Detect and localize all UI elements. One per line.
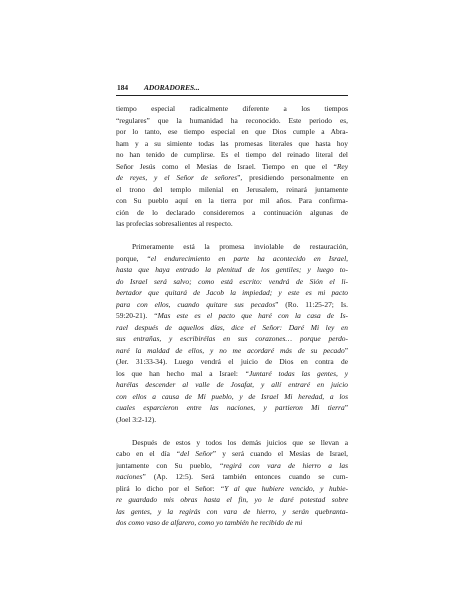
text-line — [116, 172, 348, 184]
text-line — [116, 138, 348, 150]
body-text: juntamente con Su pueblo, — [116, 460, 220, 470]
page-number: 184 — [117, 83, 129, 92]
body-text: ” y será cuando el Mesías de Israel, — [212, 449, 348, 458]
text-line — [116, 115, 348, 127]
italic-text: “Y al que hubiere vencido, y hubie- — [220, 483, 348, 493]
text-line — [116, 149, 348, 161]
body-text: Después de estos y todos los demás juicios que se llevan a — [132, 437, 348, 447]
text-line — [116, 299, 348, 311]
text-line — [116, 517, 348, 529]
text-line — [116, 333, 348, 345]
body-text: ” — [344, 345, 348, 355]
italic-text: naré la maldad de ellos, y no me acordaré más de su pecado — [116, 345, 345, 355]
paragraph-gap — [116, 230, 348, 242]
text-line — [116, 322, 348, 334]
body-text: los que han hecho mal a Israel: — [116, 368, 245, 378]
body-text: porque, — [116, 253, 147, 263]
italic-text: “el endurecimiento en parte ha acontecido en Israel, — [146, 253, 348, 263]
body-text: ” (Ap. 12:5). Será también entonces cuando se cum- — [142, 472, 348, 481]
italic-text: “del Señor — [176, 449, 213, 458]
body-text: “regulares” que la humanidad ha reconocido. Este periodo es, — [116, 115, 348, 125]
text-line — [116, 184, 348, 196]
italic-text: harélas descender al valle de Josafat, y allí entraré en juicio — [116, 380, 348, 389]
body-text: (Jer. 31:33-34). Luego vendrá el juicio de Dios en contra de — [116, 357, 348, 366]
text-line — [116, 161, 348, 173]
italic-text: dos como vaso de alfarero, como yo también he recibido de mi — [116, 518, 303, 527]
italic-text: Rey — [336, 161, 348, 171]
body-text: ham y a su simiente todas las promesas literales que hasta hoy — [116, 138, 348, 148]
italic-text: para con ellos, cuando quitare sus pecados — [116, 299, 276, 309]
italic-text: “regirá con vara de hierro a las — [219, 460, 348, 470]
italic-text: con ellos a causa de Mi pueblo, y de Israel Mi heredad, a los — [116, 391, 348, 401]
body-text: Primeramente está la promesa inviolable de restauración, — [132, 242, 348, 251]
italic-text: hasta que haya entrado la plenitud de los gentiles; y luego to- — [116, 265, 348, 274]
text-line — [116, 506, 348, 518]
text-line — [116, 437, 348, 449]
italic-text: de reyes, y el Señor de señores — [116, 173, 238, 182]
text-line — [116, 448, 348, 460]
body-text: ” — [344, 403, 348, 412]
body-text: plirá lo dicho por el Señor: — [116, 483, 221, 493]
text-line — [116, 356, 348, 368]
text-line — [116, 310, 348, 322]
text-line — [116, 368, 348, 380]
italic-text: “Mas este es el pacto que haré con la casa de Is- — [153, 311, 348, 320]
body-text: cabo en el día — [116, 449, 177, 458]
italic-text: las gentes, y la regirás con vara de hierro, y serán quebranta- — [116, 506, 348, 516]
body-text: ”, presidiendo personalmente en — [237, 173, 348, 182]
running-title: ADORADORES... — [144, 83, 200, 92]
text-line — [116, 241, 348, 253]
body-text: tiempo especial radicalmente diferente a los tiempos — [116, 104, 348, 113]
text-line — [116, 264, 348, 276]
italic-text: cuales esparcieron entre las naciones, y partieron Mi tierra — [116, 403, 345, 412]
paragraph-gap — [116, 425, 348, 437]
body-text: 59:20-21). — [116, 311, 154, 320]
text-line — [116, 494, 348, 506]
body-text: por lo tanto, ese tiempo especial en que Dios cumple a Abra- — [116, 127, 348, 136]
italic-text: rael después de aquellos días, dice el Señor: Daré Mi ley en — [116, 322, 348, 332]
text-line — [116, 195, 348, 207]
italic-text: re guardado mis obras hasta el fin, yo le daré potestad sobre — [116, 495, 348, 504]
italic-text: bertador que quitará de Jacob la impiedad; y este es mi pacto — [116, 288, 348, 297]
body-text: las profecías sobresalientes al respecto. — [116, 219, 233, 228]
text-line — [116, 391, 348, 403]
text-line — [116, 218, 348, 230]
italic-text: do Israel será salvo; como está escrito: vendrá de Sión el li- — [116, 276, 348, 286]
italic-text: “Juntaré todas las gentes, y — [244, 368, 348, 378]
text-line — [116, 276, 348, 288]
body-text: no han tenido de cumplirse. Es el tiempo del reinado literal del — [116, 150, 348, 159]
text-line — [116, 207, 348, 219]
text-line — [116, 126, 348, 138]
italic-text: naciones — [116, 472, 143, 481]
text-line — [116, 460, 348, 472]
text-line — [116, 287, 348, 299]
text-line — [116, 379, 348, 391]
text-line — [116, 483, 348, 495]
text-line — [116, 103, 348, 115]
running-header — [116, 82, 348, 96]
text-line — [116, 402, 348, 414]
page-body — [116, 103, 348, 529]
text-line — [116, 345, 348, 357]
body-text: con Su pueblo aquí en la tierra por mil años. Para confirma- — [116, 196, 348, 205]
text-line — [116, 414, 348, 426]
italic-text: sus entrañas, y escribirélas en sus corazones… porque perdo- — [116, 334, 348, 343]
text-line — [116, 471, 348, 483]
body-text: ción de lo declarado consideremos a continuación algunas de — [116, 207, 348, 217]
text-line — [116, 253, 348, 265]
body-text: Señor Jesús como el Mesías de Israel. Tiempo en que el “ — [116, 161, 337, 171]
body-text: (Joel 3:2-12). — [116, 414, 157, 424]
body-text: ” (Ro. 11:25-27; Is. — [275, 299, 348, 309]
body-text: el trono del templo milenial en Jerusalem, reinará juntamente — [116, 184, 348, 194]
